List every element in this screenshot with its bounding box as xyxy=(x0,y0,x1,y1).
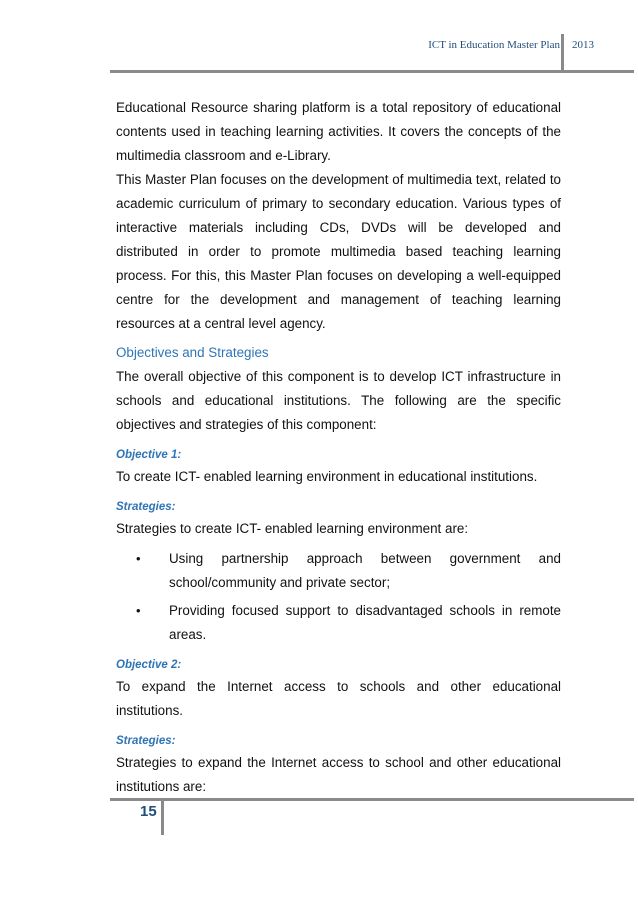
section-intro: The overall objective of this component is to develop ICT infrastructure in schools and educational institutions. The following are the specific objectives and strategies of this component: xyxy=(116,369,561,432)
objective-2-label: Objective 2: xyxy=(116,659,182,671)
strategies-1-list xyxy=(116,547,561,647)
list-item xyxy=(116,547,561,595)
section-heading: Objectives and Strategies xyxy=(116,345,269,360)
page-content xyxy=(116,96,561,799)
paragraph-1: Educational Resource sharing platform is a total repository of educational contents used in teaching learning activities. It covers the concepts of the multimedia classroom and e-Library. xyxy=(116,100,561,163)
list-item xyxy=(116,599,561,647)
footer-rule xyxy=(110,798,634,801)
header-rule xyxy=(110,70,634,73)
strategies-1-intro: Strategies to create ICT- enabled learning environment are: xyxy=(116,521,469,536)
header-title: ICT in Education Master Plan xyxy=(428,39,560,51)
objective-1-text: To create ICT- enabled learning environment in educational institutions. xyxy=(116,469,538,484)
strategies-1-label: Strategies: xyxy=(116,501,176,513)
header-separator xyxy=(561,34,564,72)
header-year: 2013 xyxy=(572,39,594,51)
objective-2-text: To expand the Internet access to schools and other educational institutions. xyxy=(116,679,561,718)
objective-1-label: Objective 1: xyxy=(116,449,182,461)
footer-separator xyxy=(161,799,164,835)
bullet-icon: • xyxy=(136,603,141,618)
list-item-text: Using partnership approach between government and school/community and private sector; xyxy=(169,551,561,590)
bullet-icon: • xyxy=(136,551,141,566)
page-number: 15 xyxy=(140,803,157,820)
strategies-2-intro: Strategies to expand the Internet access to school and other educational institutions are: xyxy=(116,755,561,794)
list-item-text: Providing focused support to disadvantaged schools in remote areas. xyxy=(169,603,561,642)
paragraph-2: This Master Plan focuses on the development of multimedia text, related to academic curriculum of primary to secondary education. Various types of interactive materials including CDs, DVDs will be developed and distributed in order to promote multimedia based teaching learning process. For this, this Master Plan focuses on developing a well-equipped centre for the development and management of teaching learning resources at a central level agency. xyxy=(116,172,561,331)
strategies-2-label: Strategies: xyxy=(116,735,176,747)
